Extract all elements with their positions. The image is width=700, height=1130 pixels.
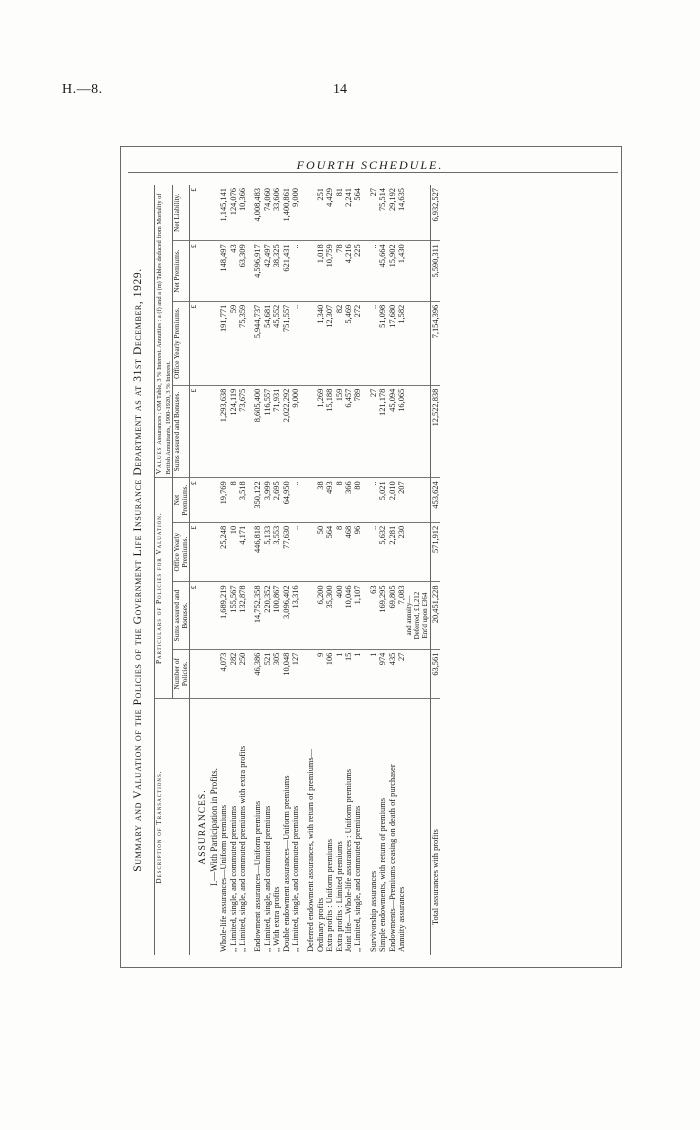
table-row <box>306 185 315 955</box>
col-values <box>155 185 173 478</box>
cell-np: .. <box>291 478 300 522</box>
cell-n: 435 <box>388 649 397 698</box>
total-n: 63,561 <box>430 649 440 698</box>
cell-op: 5,632 <box>378 522 387 582</box>
cell-vs: 6,457 <box>344 385 353 478</box>
cell-n: 974 <box>378 649 387 698</box>
col-v-net: Net Premiums. <box>172 241 189 301</box>
cell-vn: 4,216 <box>344 241 353 301</box>
cell-np: 8 <box>229 478 238 522</box>
cell-op: 3,553 <box>272 522 281 582</box>
pound-sign: £ <box>190 301 199 385</box>
cell-vn: .. <box>369 241 378 301</box>
col-description: Description of Transactions. <box>155 699 190 956</box>
cell-vo: 12,307 <box>325 301 334 385</box>
total-vs: 12,522,838 <box>430 385 440 478</box>
row-description: Deferred endowment assurances, with return of premiums— <box>306 748 316 952</box>
cell-vn: 621,431 <box>282 241 291 301</box>
cell-vo: 1,582 <box>397 301 406 385</box>
cell-vl: 33,606 <box>272 185 281 241</box>
cell-n: 15 <box>344 649 353 698</box>
cell-vo: 51,098 <box>378 301 387 385</box>
cell-np: 2,695 <box>272 478 281 522</box>
cell-vo: 272 <box>353 301 362 385</box>
row-description: ,, Limited, single, and commuted premiums with extra profits <box>237 745 247 952</box>
cell-op <box>306 522 315 582</box>
cell-vs: 27 <box>369 385 378 478</box>
cell-np: 80 <box>353 478 362 522</box>
cell-vn: 10,759 <box>325 241 334 301</box>
cell-vl: 29,192 <box>388 185 397 241</box>
cell-op: 50 <box>316 522 325 582</box>
table-row <box>388 185 397 955</box>
cell-np: 3,999 <box>263 478 272 522</box>
annuity-note-line: and annuity— <box>405 595 414 636</box>
cell-op: 5,133 <box>263 522 272 582</box>
cell-vs: 8,605,400 <box>253 385 262 478</box>
cell-vo: 5,944,737 <box>253 301 262 385</box>
cell-n: 27 <box>397 649 406 698</box>
row-description: Survivorship assurances <box>368 870 378 952</box>
cell-n: 1 <box>369 649 378 698</box>
cell-vl: 75,514 <box>378 185 387 241</box>
cell-np: 19,769 <box>219 478 228 522</box>
cell-vo: 45,552 <box>272 301 281 385</box>
cell-op: 2,281 <box>388 522 397 582</box>
cell-n: 521 <box>263 649 272 698</box>
pound-sign: £ <box>190 582 199 649</box>
cell-vo: .. <box>369 301 378 385</box>
total-s: 20,451,228 <box>430 582 440 649</box>
cell-vl: 564 <box>353 185 362 241</box>
table-row <box>282 185 291 955</box>
table-row <box>397 185 406 955</box>
values-note: Assurances : OM Table, 3 % Interest. Annuities : a (f) and a (m) Tables deduced from Mortality of British Annuitants, 1900-1920, 3 % Interest. <box>156 193 172 475</box>
values-label: Values <box>154 446 163 475</box>
total-np: 453,624 <box>430 478 440 522</box>
cell-vs: 16,065 <box>397 385 406 478</box>
cell-vs: 789 <box>353 385 362 478</box>
cell-n: 10,048 <box>282 649 291 698</box>
cell-vl: 14,635 <box>397 185 406 241</box>
cell-np: 3,518 <box>238 478 247 522</box>
cell-op: 564 <box>325 522 334 582</box>
cell-vs: 9,000 <box>291 385 300 478</box>
cell-n: 4,073 <box>219 649 228 698</box>
col-v-liab: Net Liability. <box>172 185 189 241</box>
total-vo: 7,154,396 <box>430 301 440 385</box>
col-office-prem: Office Yearly Premiums. <box>172 522 189 582</box>
cell-vn: 45,664 <box>378 241 387 301</box>
valuation-table <box>154 185 440 955</box>
cell-op: 8 <box>335 522 344 582</box>
cell-s: 7,083 <box>397 582 406 649</box>
cell-s: 69,805 <box>388 582 397 649</box>
cell-s: 132,878 <box>238 582 247 649</box>
cell-vn: 1,018 <box>316 241 325 301</box>
cell-vn: .. <box>291 241 300 301</box>
col-particulars: Particulars of Policies for Valuation. <box>155 478 173 699</box>
cell-vs: 71,931 <box>272 385 281 478</box>
row-description: Ordinary profits <box>315 897 325 952</box>
table-row <box>325 185 334 955</box>
cell-vo: 1,340 <box>316 301 325 385</box>
row-description: ,, Limited, single, and commuted premiums <box>262 805 272 952</box>
row-description: ,, Limited, single, and commuted premiums <box>228 805 238 952</box>
cell-vn <box>306 241 315 301</box>
table-row <box>369 185 378 955</box>
cell-np: 366 <box>344 478 353 522</box>
annuity-note-line: Ent'd upon £364 <box>421 592 430 639</box>
cell-np: 2,010 <box>388 478 397 522</box>
cell-vs: 45,094 <box>388 385 397 478</box>
cell-vo: 751,557 <box>282 301 291 385</box>
cell-np: 64,950 <box>282 478 291 522</box>
cell-n: 9 <box>316 649 325 698</box>
cell-s: 3,096,402 <box>282 582 291 649</box>
cell-op: 4,171 <box>238 522 247 582</box>
cell-np: 5,021 <box>378 478 387 522</box>
cell-s: 14,752,358 <box>253 582 262 649</box>
cell-s: 220,352 <box>263 582 272 649</box>
cell-vl: 4,008,483 <box>253 185 262 241</box>
annuity-note-row <box>406 185 430 955</box>
cell-vl: 1,400,861 <box>282 185 291 241</box>
cell-s: 10,046 <box>344 582 353 649</box>
cell-vs <box>306 385 315 478</box>
cell-vo: 54,681 <box>263 301 272 385</box>
table-row <box>316 185 325 955</box>
cell-n: 1 <box>353 649 362 698</box>
cell-s: 1,689,219 <box>219 582 228 649</box>
col-net-prem: Net Premiums. <box>172 478 189 522</box>
cell-np: 38 <box>316 478 325 522</box>
table-row <box>253 185 262 955</box>
cell-s: 6,200 <box>316 582 325 649</box>
cell-n: 282 <box>229 649 238 698</box>
cell-s: 169,295 <box>378 582 387 649</box>
cell-s: 35,300 <box>325 582 334 649</box>
cell-np: 207 <box>397 478 406 522</box>
row-description: Extra profits : Limited premiums <box>334 841 344 952</box>
total-vn: 5,590,311 <box>430 241 440 301</box>
cell-vo <box>306 301 315 385</box>
total-vl: 6,932,527 <box>430 185 440 241</box>
cell-n: 250 <box>238 649 247 698</box>
cell-vo: 17,680 <box>388 301 397 385</box>
cell-vl: 74,060 <box>263 185 272 241</box>
cell-vn: 42,497 <box>263 241 272 301</box>
cell-vo: .. <box>291 301 300 385</box>
cell-s: 1,107 <box>353 582 362 649</box>
cell-vo: 59 <box>229 301 238 385</box>
pound-row <box>190 185 199 955</box>
cell-vl: 81 <box>335 185 344 241</box>
row-description: ,, Limited, single, and commuted premiums <box>290 805 300 952</box>
cell-s: 155,567 <box>229 582 238 649</box>
cell-n: 106 <box>325 649 334 698</box>
cell-op: .. <box>291 522 300 582</box>
cell-vs: 124,119 <box>229 385 238 478</box>
cell-vo: 82 <box>335 301 344 385</box>
row-description: Annuity assurances <box>397 886 407 952</box>
cell-vs: 1,269 <box>316 385 325 478</box>
section-heading-row <box>198 185 209 955</box>
cell-n <box>306 649 315 698</box>
section-heading: ASSURANCES. <box>198 789 209 865</box>
row-description: Endowments—Premiums ceasing on death of purchaser <box>387 764 397 952</box>
cell-n: 127 <box>291 649 300 698</box>
cell-s: 100,867 <box>272 582 281 649</box>
table-title: Summary and Valuation of the Policies of the Government Life Insurance Department as at 31st December, 1929. <box>132 268 144 872</box>
cell-vn: 38,325 <box>272 241 281 301</box>
pound-sign: £ <box>190 241 199 301</box>
cell-vs: 1,293,638 <box>219 385 228 478</box>
total-row <box>430 185 440 955</box>
document-reference: H.—8. <box>62 82 103 97</box>
cell-vs: 15,188 <box>325 385 334 478</box>
row-description: Simple endowments, with return of premiums <box>378 798 388 952</box>
cell-np: 8 <box>335 478 344 522</box>
row-description: ,, With extra profits <box>272 886 282 952</box>
cell-vn: 78 <box>335 241 344 301</box>
cell-np <box>306 478 315 522</box>
cell-vs: 159 <box>335 385 344 478</box>
cell-vl: 10,366 <box>238 185 247 241</box>
cell-s: 400 <box>335 582 344 649</box>
section-subheading: I.—With Participation in Profits. <box>209 768 220 886</box>
cell-s: 13,316 <box>291 582 300 649</box>
cell-vn: 1,430 <box>397 241 406 301</box>
cell-s <box>306 582 315 649</box>
cell-vn: 15,902 <box>388 241 397 301</box>
cell-op: 468 <box>344 522 353 582</box>
cell-n: 1 <box>335 649 344 698</box>
col-v-office: Office Yearly Premiums. <box>172 301 189 385</box>
table-row <box>291 185 300 955</box>
cell-vo: 191,771 <box>219 301 228 385</box>
cell-vn: 225 <box>353 241 362 301</box>
cell-vs: 73,675 <box>238 385 247 478</box>
cell-vl: 2,241 <box>344 185 353 241</box>
cell-op: 77,630 <box>282 522 291 582</box>
cell-op: 96 <box>353 522 362 582</box>
row-description: Double endowment assurances—Uniform premiums <box>281 775 291 952</box>
cell-vs: 2,022,292 <box>282 385 291 478</box>
total-op: 571,912 <box>430 522 440 582</box>
table-row <box>263 185 272 955</box>
table-row <box>378 185 387 955</box>
schedule-rule <box>128 172 618 173</box>
pound-sign: £ <box>190 185 199 241</box>
cell-np: 493 <box>325 478 334 522</box>
pound-sign: £ <box>190 478 199 522</box>
annuity-note-line: Deferred, £1,212 <box>413 591 422 640</box>
row-description: Joint life—Whole-life assurances : Uniform premiums <box>343 768 353 952</box>
pound-sign: £ <box>190 522 199 582</box>
schedule-title: FOURTH SCHEDULE. <box>296 158 444 172</box>
cell-op: .. <box>369 522 378 582</box>
cell-s: 63 <box>369 582 378 649</box>
cell-vs: 121,178 <box>378 385 387 478</box>
pound-sign: £ <box>190 385 199 478</box>
table-row <box>335 185 344 955</box>
rotated-table-block <box>130 185 610 955</box>
table-row <box>272 185 281 955</box>
section-subheading-row <box>209 185 219 955</box>
table-row <box>344 185 353 955</box>
cell-vo: 75,359 <box>238 301 247 385</box>
col-number: Number of Policies. <box>172 649 189 698</box>
row-description: Endowment assurances—Uniform premiums <box>253 800 263 952</box>
cell-n: 46,386 <box>253 649 262 698</box>
cell-op: 230 <box>397 522 406 582</box>
cell-op: 446,818 <box>253 522 262 582</box>
cell-vn: 43 <box>229 241 238 301</box>
cell-np: 350,122 <box>253 478 262 522</box>
row-description: Extra profits : Uniform premiums <box>325 838 335 952</box>
cell-vl <box>306 185 315 241</box>
col-sums: Sums assured and Bonuses. <box>172 582 189 649</box>
row-description: Whole-life assurances—Uniform premiums <box>219 805 229 952</box>
cell-vl: 9,000 <box>291 185 300 241</box>
cell-vn: 63,309 <box>238 241 247 301</box>
cell-vo: 5,469 <box>344 301 353 385</box>
cell-vl: 27 <box>369 185 378 241</box>
cell-vl: 1,145,141 <box>219 185 228 241</box>
cell-n: 305 <box>272 649 281 698</box>
col-v-sums: Sums assured and Bonuses. <box>172 385 189 478</box>
cell-np: .. <box>369 478 378 522</box>
cell-vl: 124,076 <box>229 185 238 241</box>
table-row <box>353 185 362 955</box>
cell-vs: 116,557 <box>263 385 272 478</box>
page-number: 14 <box>333 82 347 97</box>
row-description: ,, Limited, single, and commuted premiums <box>353 805 363 952</box>
table-row <box>238 185 247 955</box>
table-body <box>190 185 441 955</box>
table-row <box>219 185 228 955</box>
cell-vl: 4,429 <box>325 185 334 241</box>
table-row <box>229 185 238 955</box>
cell-vl: 251 <box>316 185 325 241</box>
cell-op: 10 <box>229 522 238 582</box>
cell-vn: 4,596,917 <box>253 241 262 301</box>
total-label: Total assurances with profits <box>430 699 440 956</box>
cell-vn: 148,497 <box>219 241 228 301</box>
cell-op: 25,248 <box>219 522 228 582</box>
